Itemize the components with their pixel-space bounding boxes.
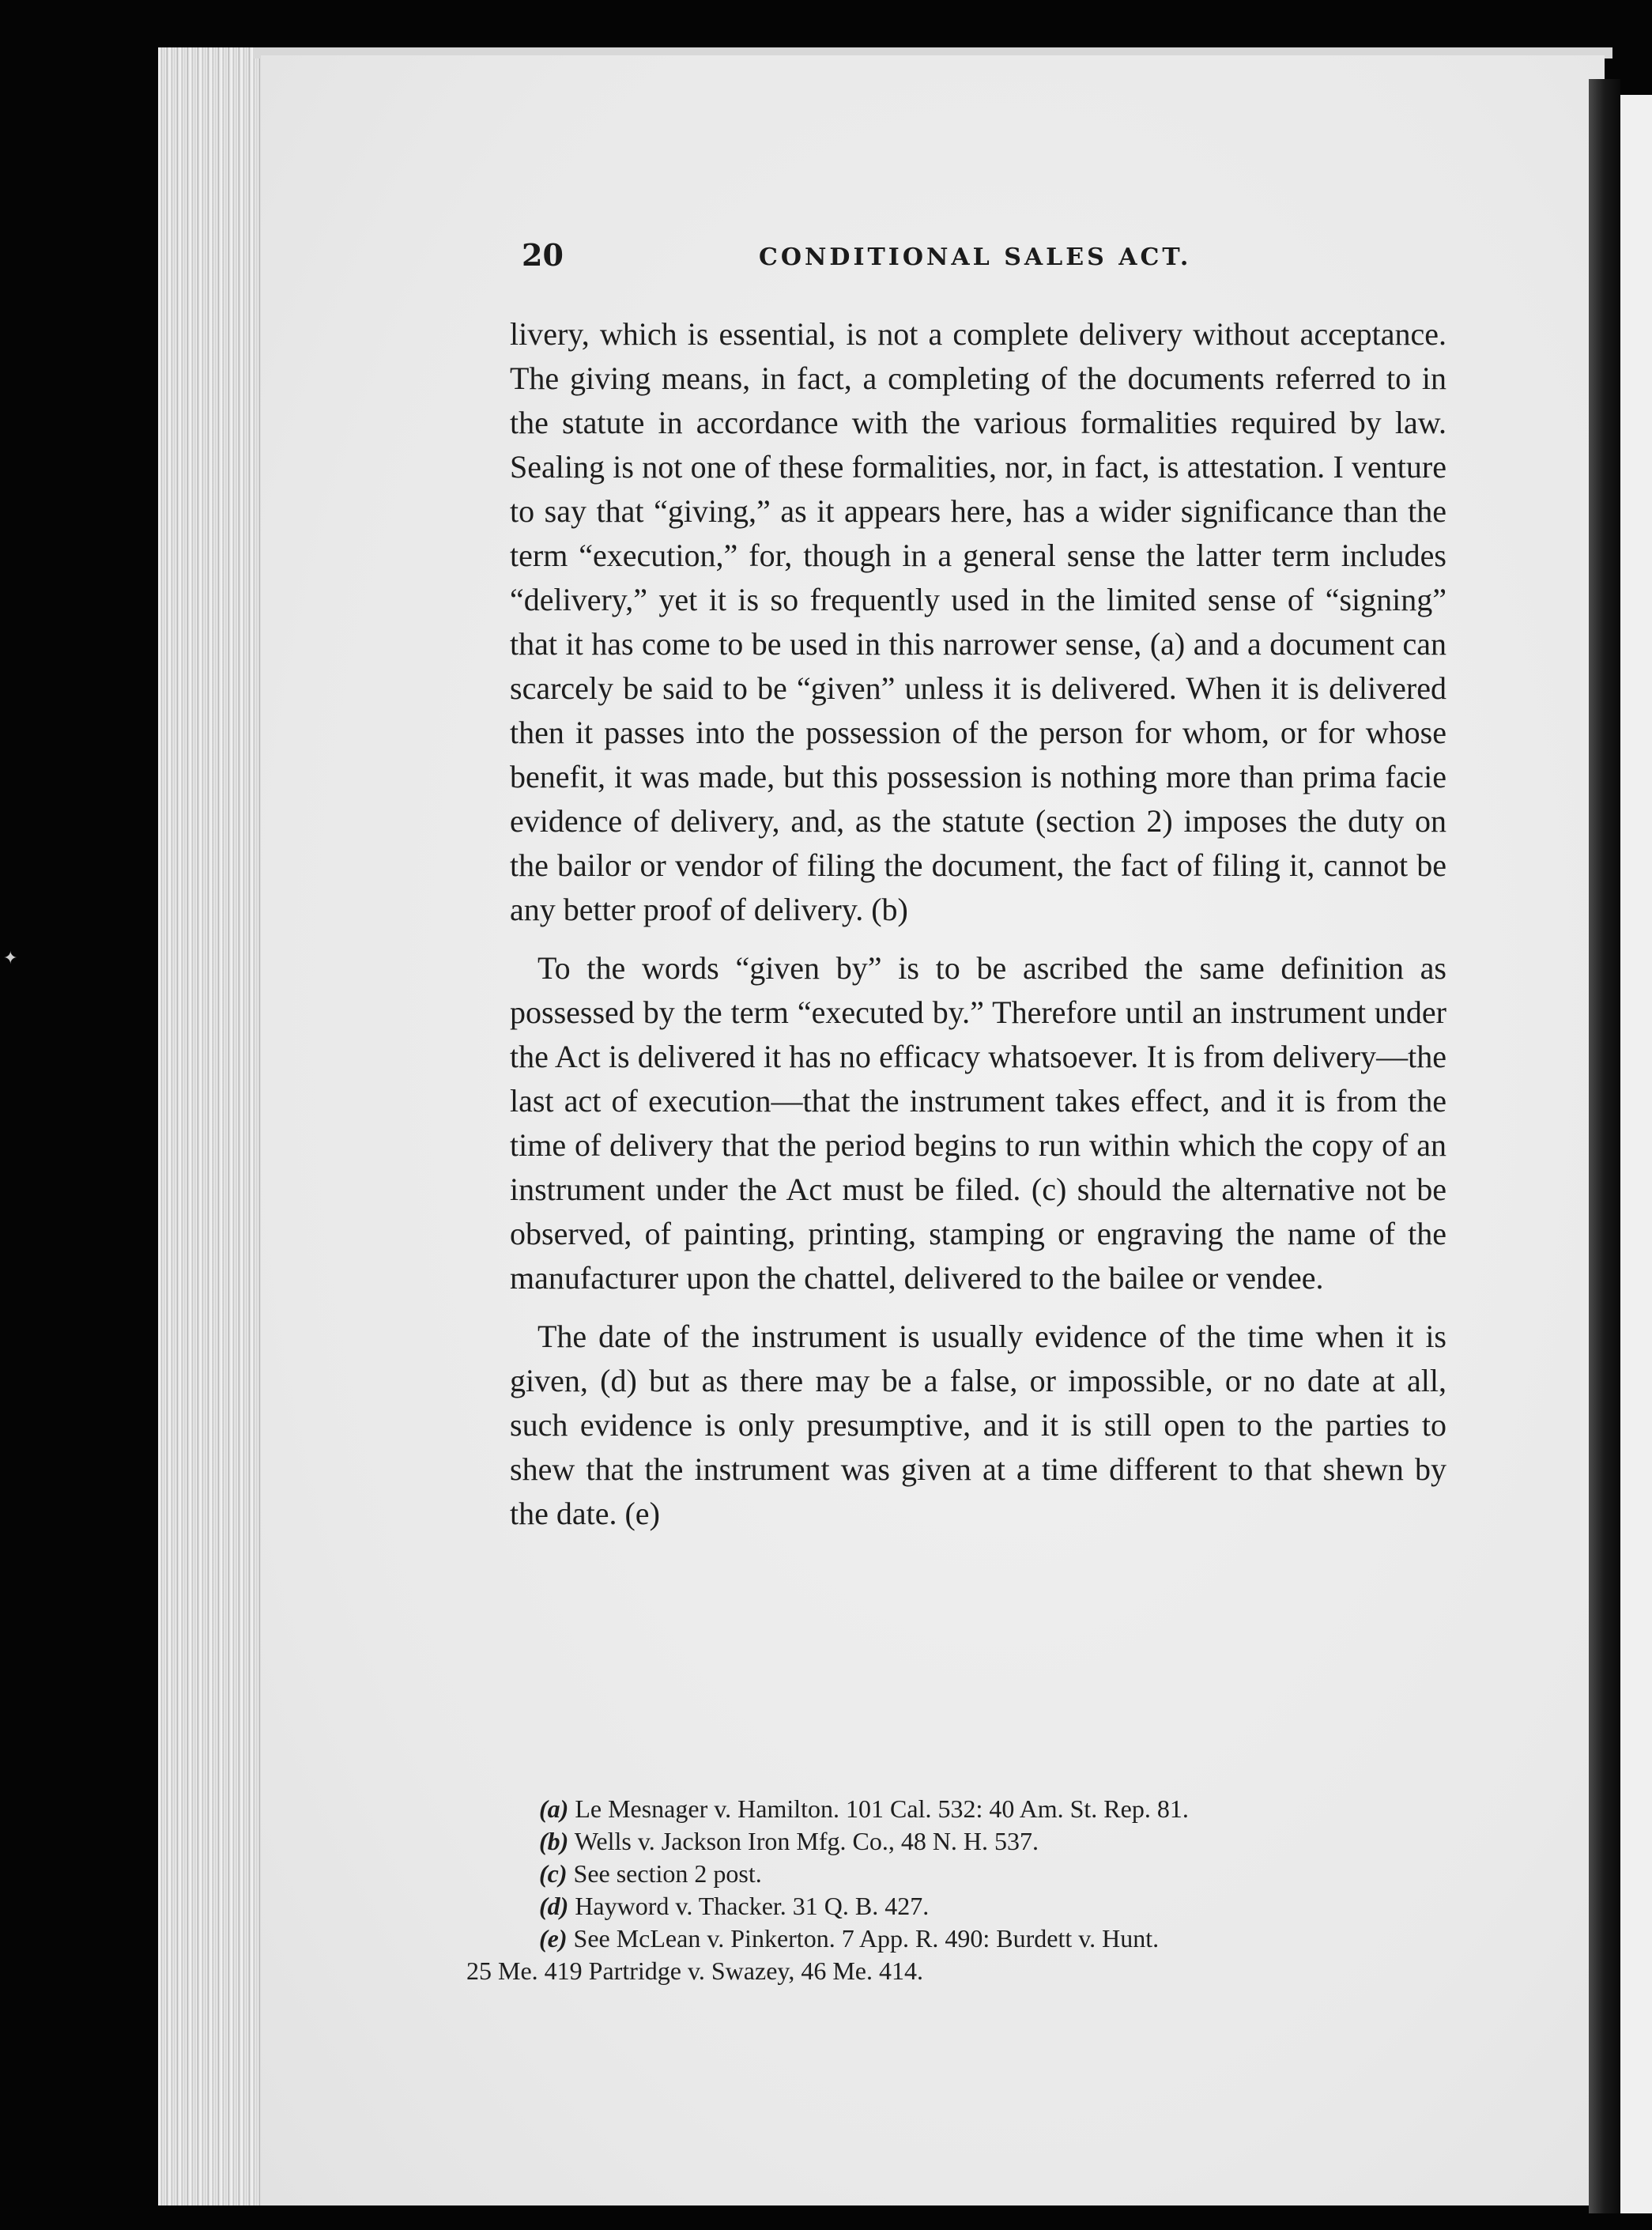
footnote-mark: (e)	[539, 1924, 568, 1953]
paragraph: To the words “given by” is to be ascribed the same definition as possessed by the term “executed by.” Therefore until an instrument under the Act is delivered it has no efficacy whatsoever. It is from delivery—the last act of execution—that the instrument takes effect, and it is from the time of delivery that the period begins to run within which the copy of an instrument under the Act must be filed. (c) should the alternative not be observed, of painting, printing, stamping or engraving the name of the manufacturer upon the chattel, delivered to the bailee or vendee.	[510, 950, 1446, 1296]
footnote-continuation: 25 Me. 419 Partridge v. Swazey, 46 Me. 414.	[466, 1956, 923, 1985]
footnote	[466, 1825, 1446, 1858]
footnote-mark: (c)	[539, 1859, 568, 1888]
footnotes	[466, 1793, 1446, 1987]
running-head-title: CONDITIONAL SALES ACT.	[759, 243, 1192, 271]
running-head	[522, 237, 1431, 285]
footnote-text: Wells v. Jackson Iron Mfg. Co., 48 N. H. 537.	[574, 1827, 1039, 1855]
page-number: 20	[522, 237, 564, 273]
footnote-text: Le Mesnager v. Hamilton. 101 Cal. 532: 40 Am. St. Rep. 81.	[575, 1794, 1189, 1823]
body-text	[510, 312, 1446, 1536]
footnote-text: Hayword v. Thacker. 31 Q. B. 427.	[575, 1892, 930, 1920]
paragraph: livery, which is essential, is not a complete delivery without acceptance. The giving means, in fact, a completing of the documents referred to in the statute in accordance with the various formalities required by law. Sealing is not one of these formalities, nor, in fact, is attestation. I venture to say that “giving,” as it appears here, has a wider significance than the term “execution,” for, though in a general sense the latter term includes “delivery,” yet it is so frequently used in the limited sense of “signing” that it has come to be used in this narrower sense, (a) and a document can scarcely be said to be “given” unless it is delivered. When it is delivered then it passes into the possession of the person for whom, or for whose benefit, it was made, but this possession is nothing more than prima facie evidence of delivery, and, as the statute (section 2) imposes the duty on the bailor or vendor of filing the document, the fact of filing it, cannot be any better proof of delivery. (b)	[510, 316, 1446, 927]
footnote-text: See McLean v. Pinkerton. 7 App. R. 490: Burdett v. Hunt.	[573, 1924, 1160, 1953]
footnote-text: See section 2 post.	[573, 1859, 762, 1888]
book-page-edges	[158, 47, 269, 2205]
footnote-mark: (d)	[539, 1892, 569, 1920]
footnote-mark: (a)	[539, 1794, 569, 1823]
footnote	[466, 1858, 1446, 1890]
scan-speck: ✦	[3, 949, 18, 968]
footnote	[466, 1922, 1446, 1955]
next-page-sliver	[1620, 95, 1652, 2213]
paragraph: The date of the instrument is usually evidence of the time when it is given, (d) but as there may be a false, or impossible, or no date at all, such evidence is only presumptive, and it is still open to the parties to shew that the instrument was given at a time different to that shewn by the date. (e)	[510, 1319, 1446, 1531]
footnote	[466, 1890, 1446, 1922]
footnote-mark: (b)	[539, 1827, 569, 1855]
footnote	[466, 1793, 1446, 1825]
book-gutter	[1589, 79, 1620, 2213]
